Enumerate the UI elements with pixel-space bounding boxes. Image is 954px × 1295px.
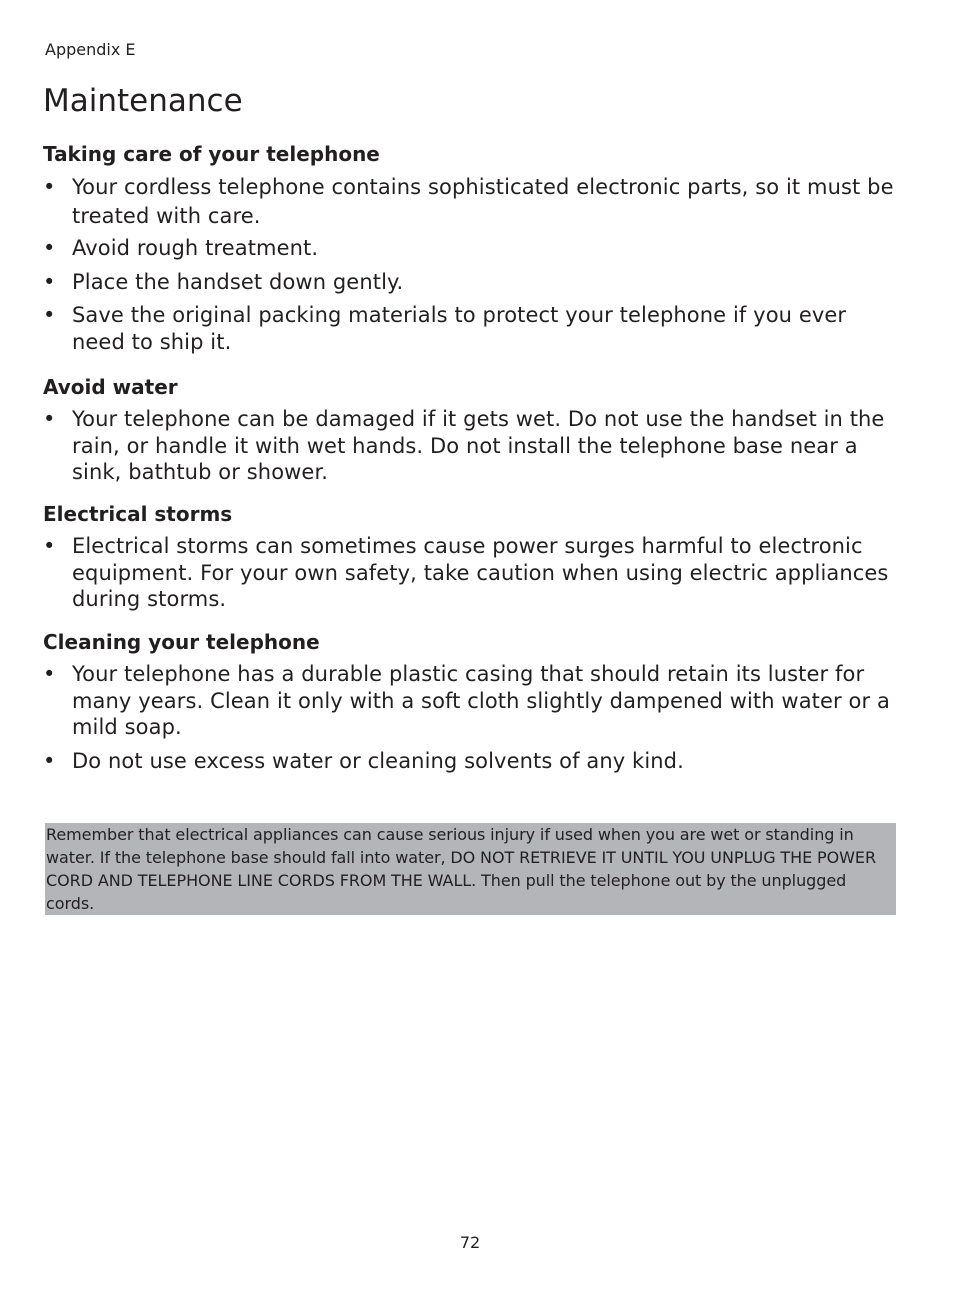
list-item-text: Your telephone can be damaged if it gets wet. Do not use the handset in the rain, or handle it with wet hands. Do not install the telephone base near a sink, bathtub or shower. bbox=[72, 407, 885, 484]
list-item bbox=[43, 302, 903, 355]
list-item-text: Your telephone has a durable plastic casing that should retain its luster for many years. Clean it only with a soft cloth slightly dampened with water or a mild soap. bbox=[72, 662, 890, 739]
list-item bbox=[43, 748, 903, 775]
section-heading: Cleaning your telephone bbox=[43, 630, 320, 654]
list-item-text: Save the original packing materials to protect your telephone if you ever need to ship it. bbox=[72, 303, 847, 354]
bullet-icon: • bbox=[43, 748, 56, 773]
section-cleaning bbox=[43, 629, 903, 781]
list-item-text: Electrical storms can sometimes cause power surges harmful to electronic equipment. For your own safety, take caution when using electric appliances during storms. bbox=[72, 534, 889, 611]
warning-box bbox=[45, 823, 896, 915]
section-electrical-storms bbox=[43, 501, 903, 620]
list-item bbox=[43, 533, 903, 613]
section-heading: Avoid water bbox=[43, 375, 178, 399]
list-item bbox=[43, 661, 903, 741]
bullet-list bbox=[43, 173, 903, 355]
section-taking-care bbox=[43, 141, 903, 362]
section-heading: Taking care of your telephone bbox=[43, 142, 380, 166]
list-item-text: Place the handset down gently. bbox=[72, 269, 404, 294]
bullet-icon: • bbox=[43, 662, 56, 686]
section-avoid-water bbox=[43, 374, 903, 493]
list-item-text: Do not use excess water or cleaning solvents of any kind. bbox=[72, 748, 684, 773]
section-heading: Electrical storms bbox=[43, 502, 233, 526]
appendix-label: Appendix E bbox=[45, 40, 136, 59]
bullet-icon: • bbox=[43, 534, 56, 558]
page-number: 72 bbox=[459, 1233, 481, 1252]
bullet-icon: • bbox=[43, 303, 56, 327]
list-item-text: Avoid rough treatment. bbox=[72, 236, 319, 260]
list-item-text: Your cordless telephone contains sophisticated electronic parts, so it must be treated with care. bbox=[72, 175, 894, 228]
list-item bbox=[43, 269, 903, 296]
list-item bbox=[43, 235, 903, 262]
bullet-icon: • bbox=[43, 269, 56, 294]
bullet-list bbox=[43, 661, 903, 774]
page-title: Maintenance bbox=[43, 83, 243, 119]
bullet-icon: • bbox=[43, 175, 56, 199]
bullet-icon: • bbox=[43, 236, 56, 260]
warning-text: Remember that electrical appliances can cause serious injury if used when you are wet or standing in water. If the telephone base should fall into water, DO NOT RETRIEVE IT UNTIL YOU UNPLUG THE POWER CORD AND TELEPHONE LINE CORDS FROM THE WALL. Then pull the telephone out by the unplugged cords. bbox=[46, 825, 877, 913]
bullet-list bbox=[43, 533, 903, 613]
list-item bbox=[43, 173, 903, 231]
bullet-icon: • bbox=[43, 407, 56, 431]
bullet-list bbox=[43, 406, 903, 486]
list-item bbox=[43, 406, 903, 486]
